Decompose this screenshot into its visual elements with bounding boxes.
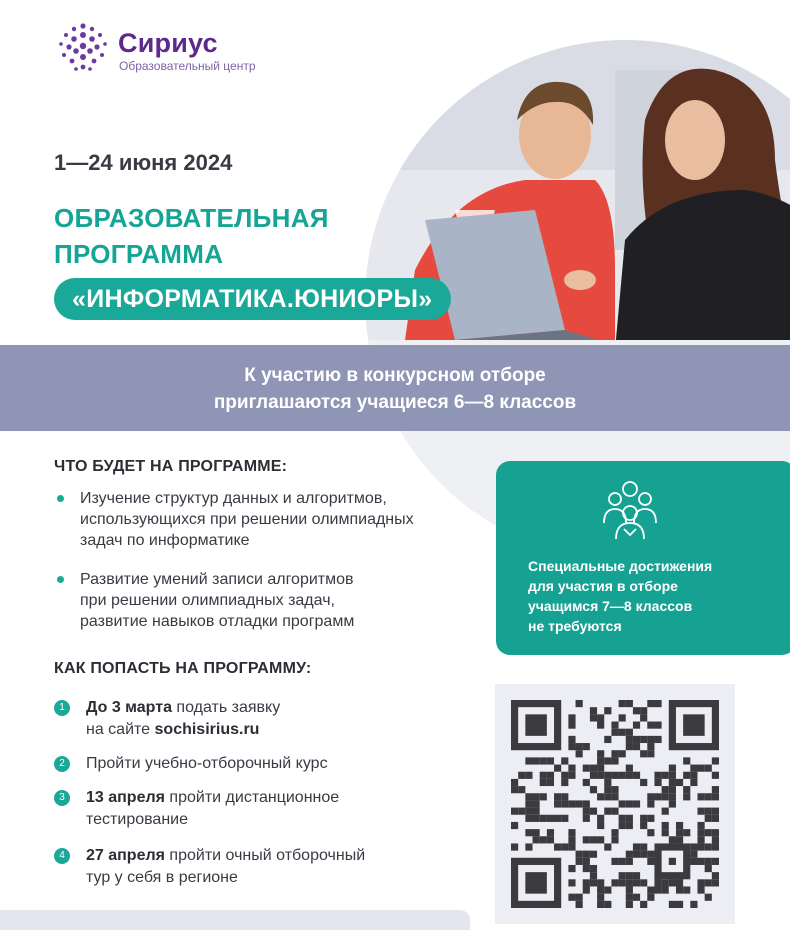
program-name-pill: «ИНФОРМАТИКА.ЮНИОРЫ» xyxy=(54,278,451,320)
program-item-line: при решении олимпиадных задач, xyxy=(80,592,335,609)
step-number: 3 xyxy=(54,790,70,806)
step-date: 13 апреля xyxy=(86,789,165,806)
invitation-line-2: приглашаются учащиеся 6—8 классов xyxy=(213,392,577,413)
program-item-line: задач по информатике xyxy=(80,532,250,549)
step-action: подать заявку xyxy=(171,699,281,716)
footer-bar xyxy=(0,910,470,930)
step-action: тестирование xyxy=(86,811,188,828)
step-text xyxy=(86,753,466,775)
qr-code-image xyxy=(511,700,719,908)
note-line: для участия в отборе xyxy=(528,578,678,594)
step-text xyxy=(86,845,466,889)
step-action: Пройти учебно-отборочный курс xyxy=(86,755,328,772)
step-action: пройти дистанционное xyxy=(164,789,340,806)
title-line-1: ОБРАЗОВАТЕЛЬНАЯ xyxy=(54,203,329,233)
requirements-card xyxy=(496,461,790,655)
title-line-2: ПРОГРАММА xyxy=(54,239,224,269)
program-item-line: Изучение структур данных и алгоритмов, xyxy=(80,490,387,507)
logo-name: Сириус xyxy=(118,28,218,58)
note-line: Специальные достижения xyxy=(528,558,713,574)
invitation-line-1: К участию в конкурсном отборе xyxy=(244,365,546,386)
howto-heading: КАК ПОПАСТЬ НА ПРОГРАММУ: xyxy=(54,660,312,677)
step-text xyxy=(86,787,466,831)
program-item-line: развитие навыков отладки программ xyxy=(80,613,355,630)
qr-code[interactable] xyxy=(495,684,735,924)
program-item-text xyxy=(80,569,480,632)
step-action: пройти очный отборочный xyxy=(164,847,366,864)
website-link[interactable]: sochisirius.ru xyxy=(154,721,260,738)
program-item-line: Развитие умений записи алгоритмов xyxy=(80,571,354,588)
logo-subtitle: Образовательный центр xyxy=(119,59,256,73)
people-group-icon xyxy=(600,479,660,547)
step-number: 2 xyxy=(54,756,70,772)
logo xyxy=(56,22,316,74)
bullet-dot-icon xyxy=(57,495,64,502)
program-dates: 1—24 июня 2024 xyxy=(54,150,233,175)
step-date: До 3 марта xyxy=(86,699,172,716)
dots-logo-icon xyxy=(56,22,110,74)
step-text xyxy=(86,697,466,741)
bullet-dot-icon xyxy=(57,576,64,583)
step-action: на сайте xyxy=(86,721,155,738)
note-line: не требуются xyxy=(528,618,622,634)
step-action: тур у себя в регионе xyxy=(86,869,238,886)
step-number: 1 xyxy=(54,700,70,716)
program-item-line: использующихся при решении олимпиадных xyxy=(80,511,414,528)
program-item-text xyxy=(80,488,480,551)
invitation-band xyxy=(0,345,790,431)
note-line: учащимся 7—8 классов xyxy=(528,598,693,614)
step-date: 27 апреля xyxy=(86,847,165,864)
step-number: 4 xyxy=(54,848,70,864)
program-heading: ЧТО БУДЕТ НА ПРОГРАММЕ: xyxy=(54,458,288,475)
